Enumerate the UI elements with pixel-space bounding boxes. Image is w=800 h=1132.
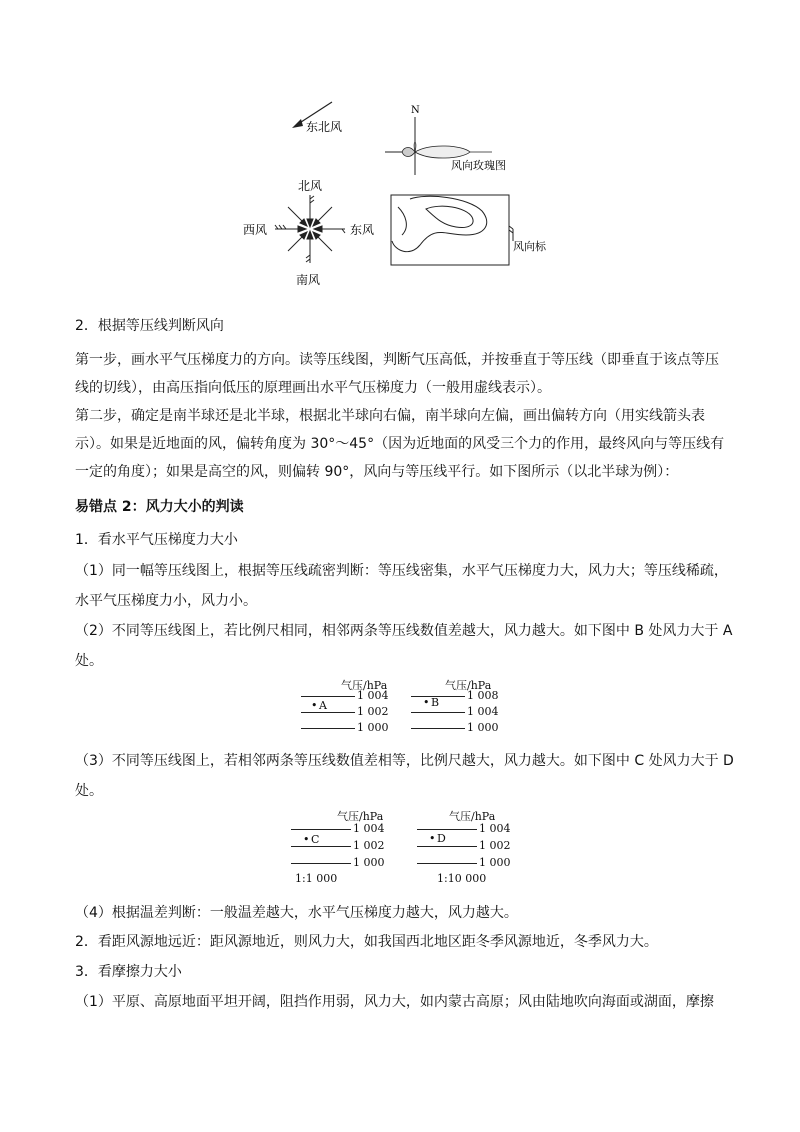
isobar-line xyxy=(291,846,351,847)
point-c-label: C xyxy=(311,833,320,846)
isobar-value: 1 000 xyxy=(479,856,511,869)
isobar-line xyxy=(301,696,355,697)
north-wind-label: 北风 xyxy=(298,179,323,193)
isobar-line xyxy=(301,712,355,713)
section-heading-isobar-direction: 2．根据等压线判断风向 xyxy=(75,318,224,334)
item1-3-line2: 处。 xyxy=(75,783,103,799)
item2: 2．看距风源地远近：距风源地近，则风力大，如我国西北地区距冬季风源地近，冬季风力大。 xyxy=(75,934,658,950)
isobar-value: 1 000 xyxy=(357,721,389,734)
isobar-line xyxy=(291,863,351,864)
item1-4: （4）根据温差判断：一般温差越大，水平气压梯度力越大，风力越大。 xyxy=(75,905,518,921)
isobar-value: 1 002 xyxy=(479,839,511,852)
step1-line2: 线的切线），由高压指向低压的原理画出水平气压梯度力（一般用虚线表示）。 xyxy=(75,380,551,396)
point-d-dot: • xyxy=(429,832,436,845)
isobar-value: 1 000 xyxy=(467,721,499,734)
section-heading-wind-force: 易错点 2：风力大小的判读 xyxy=(75,499,244,515)
isobar-value: 1 004 xyxy=(479,822,511,835)
point-b-dot: • xyxy=(423,696,430,709)
isobar-line xyxy=(417,829,477,830)
west-wind-label: 西风 xyxy=(243,223,268,237)
step2-line1: 第二步，确定是南半球还是北半球，根据北半球向右偏，南半球向左偏，画出偏转方向（用实线箭头表 xyxy=(75,408,705,424)
unit-label-left: 气压/hPa xyxy=(341,679,388,692)
north-mark: N xyxy=(411,105,420,116)
isobar-value: 1 000 xyxy=(353,856,385,869)
isobar-line xyxy=(411,728,465,729)
point-b-label: B xyxy=(431,696,440,709)
east-wind-label: 东风 xyxy=(350,223,375,237)
isobar-line xyxy=(417,863,477,864)
item1: 1．看水平气压梯度力大小 xyxy=(75,532,238,548)
isobar-line xyxy=(417,846,477,847)
isobar-box xyxy=(391,195,513,265)
isobar-value: 1 004 xyxy=(467,705,499,718)
point-a-label: A xyxy=(319,699,327,712)
wind-flag-label: 风向标 xyxy=(513,240,546,253)
compass-arrows xyxy=(275,195,345,263)
isobar-value: 1 004 xyxy=(353,822,385,835)
isobar-figure-ab xyxy=(295,677,505,733)
isobar-value: 1 004 xyxy=(357,689,389,702)
item3: 3．看摩擦力大小 xyxy=(75,964,182,980)
unit-label-right: 气压/hPa xyxy=(449,810,496,823)
right-scale-label: 1:10 000 xyxy=(437,872,487,885)
step1-line1: 第一步，画水平气压梯度力的方向。读等压线图，判断气压高低，并按垂直于等压线（即垂直于该点等压 xyxy=(75,352,719,368)
isobar-value: 1 002 xyxy=(353,839,385,852)
northeast-wind-label: 东北风 xyxy=(306,120,343,134)
isobar-line xyxy=(301,728,355,729)
point-a-dot: • xyxy=(311,699,318,712)
item3-1-line1: （1）平原、高原地面平坦开阔，阻挡作用弱，风力大，如内蒙古高原；风由陆地吹向海面或湖面，摩擦 xyxy=(75,994,714,1010)
left-scale-label: 1:1 000 xyxy=(295,872,338,885)
point-c-dot: • xyxy=(303,833,310,846)
wind-rose-label: 风向玫瑰图 xyxy=(451,159,506,172)
isobar-figure-cd xyxy=(287,808,527,888)
isobar-line xyxy=(411,712,465,713)
step2-line3: 一定的角度）；如果是高空的风，则偏转 90°，风向与等压线平行。如下图所示（以北半球为例）： xyxy=(75,464,679,480)
item1-2-line2: 处。 xyxy=(75,653,103,669)
south-wind-label: 南风 xyxy=(296,273,321,287)
item1-1-line2: 水平气压梯度力小，风力小。 xyxy=(75,593,257,609)
item1-1-line1: （1）同一幅等压线图上，根据等压线疏密判断：等压线密集，水平气压梯度力大，风力大；等压线稀疏， xyxy=(75,563,728,579)
isobar-line xyxy=(291,829,351,830)
point-d-label: D xyxy=(437,832,446,845)
isobar-value: 1 002 xyxy=(357,705,389,718)
isobar-value: 1 008 xyxy=(467,689,499,702)
item1-3-line1: （3）不同等压线图上，若相邻两条等压线数值差相等，比例尺越大，风力越大。如下图中 C 处风力大于 D xyxy=(75,753,734,769)
unit-label-right: 气压/hPa xyxy=(445,679,492,692)
item1-2-line1: （2）不同等压线图上，若比例尺相同，相邻两条等压线数值差越大，风力越大。如下图中 B 处风力大于 A xyxy=(75,623,733,639)
unit-label-left: 气压/hPa xyxy=(337,810,384,823)
wind-direction-figure xyxy=(230,95,546,295)
step2-line2: 示）。如果是近地面的风，偏转角度为 30°～45°（因为近地面的风受三个力的作用，最终风向与等压线有 xyxy=(75,436,725,452)
